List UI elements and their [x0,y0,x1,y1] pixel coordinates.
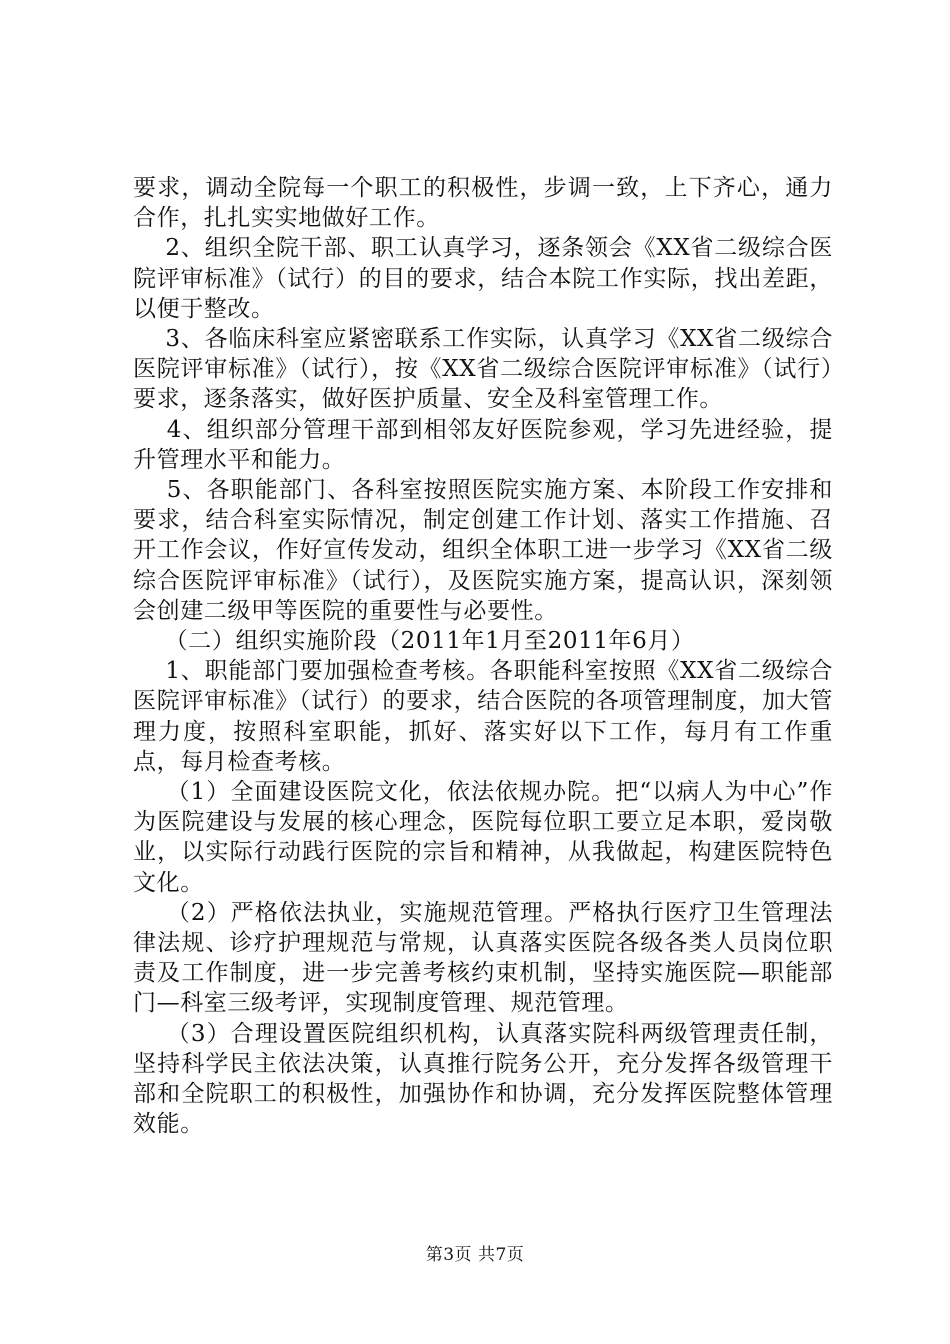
paragraph-item-1: 1、职能部门要加强检查考核。各职能科室按照《XX省二级综合医院评审标准》（试行）的要求，结合医院的各项管理制度，加大管理力度，按照科室职能，抓好、落实好以下工作，每月有工作重点，每月检查考核。 [133,658,834,775]
paragraph-continuation: 要求，调动全院每一个职工的积极性，步调一致，上下齐心，通力合作，扎扎实实地做好工作。 [133,175,833,232]
paragraph-subitem-2: （2）严格依法执业，实施规范管理。严格执行医疗卫生管理法律法规、诊疗护理规范与常规，认真落实医院各级各类人员岗位职责及工作制度，进一步完善考核约束机制，坚持实施医院—职能部门—科室三级考评，实现制度管理、规范管理。 [133,899,833,1017]
document-body [133,173,833,1140]
paragraph-item-5: 5、各职能部门、各科室按照医院实施方案、本阶段工作安排和要求，结合科室实际情况，制定创建工作计划、落实工作措施、召开工作会议，作好宣传发动，组织全体职工进一步学习《XX省二级综合医院评审标准》（试行），及医院实施方案，提高认识，深刻领会创建二级甲等医院的重要性与必要性。 [133,477,833,624]
section-heading-implementation: （二）组织实施阶段（2011年1月至2011年6月） [133,628,695,655]
paragraph-subitem-3: （3）合理设置医院组织机构，认真落实院科两级管理责任制，坚持科学民主依法决策，认真推行院务公开，充分发挥各级管理干部和全院职工的积极性，加强协作和协调，充分发挥医院整体管理效能。 [133,1020,833,1138]
paragraph-item-2: 2、组织全院干部、职工认真学习，逐条领会《XX省二级综合医院评审标准》（试行）的目的要求，结合本院工作实际，找出差距，以便于整改。 [133,235,834,322]
paragraph-item-4: 4、组织部分管理干部到相邻友好医院参观，学习先进经验，提升管理水平和能力。 [133,416,833,473]
paragraph-subitem-1: （1）全面建设医院文化，依法依规办院。把“以病人为中心”作为医院建设与发展的核心理念，医院每位职工要立足本职，爱岗敬业，以实际行动践行医院的宗旨和精神，从我做起，构建医院特色文化。 [133,779,833,896]
paragraph-item-3: 3、各临床科室应紧密联系工作实际，认真学习《XX省二级综合医院评审标准》（试行），按《XX省二级综合医院评审标准》（试行）要求，逐条落实，做好医护质量、安全及科室管理工作。 [133,326,834,413]
page-number-footer: 第3页 共7页 [425,1245,525,1265]
